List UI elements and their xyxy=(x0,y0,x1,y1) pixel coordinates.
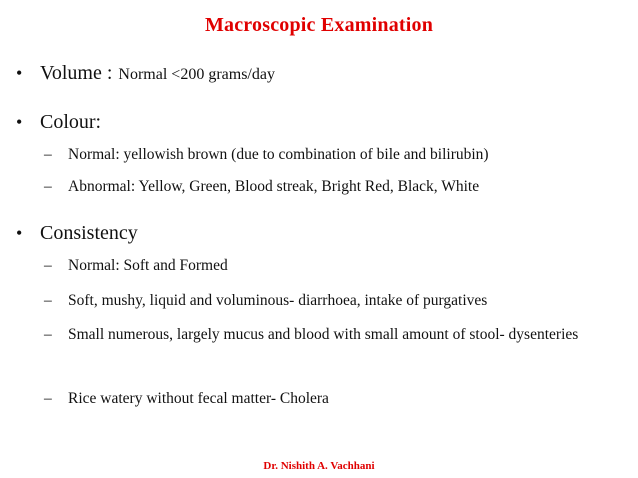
consistency-label: Consistency xyxy=(40,222,138,244)
consistency-item xyxy=(44,292,618,310)
colour-label: Colour: xyxy=(40,111,102,133)
bullet-marker: • xyxy=(16,112,23,132)
volume-label: Volume : xyxy=(40,62,113,84)
dash-marker: – xyxy=(44,390,52,407)
colour-item xyxy=(44,178,618,196)
colour-item-text: Abnormal: Yellow, Green, Blood streak, Bright Red, Black, White xyxy=(68,178,480,195)
consistency-item-text: Rice watery without fecal matter- Cholera xyxy=(68,390,329,407)
bullet-consistency xyxy=(16,222,138,245)
consistency-item-text: Normal: Soft and Formed xyxy=(68,257,228,274)
consistency-item xyxy=(44,390,618,408)
dash-marker: – xyxy=(44,326,52,343)
slide-title: Macroscopic Examination xyxy=(204,14,434,36)
dash-marker: – xyxy=(44,146,52,163)
dash-marker: – xyxy=(44,292,52,309)
footer-author: Dr. Nishith A. Vachhani xyxy=(263,460,375,472)
consistency-item xyxy=(44,320,618,350)
consistency-item-text: Soft, mushy, liquid and voluminous- diarrhoea, intake of purgatives xyxy=(68,292,488,309)
colour-item xyxy=(44,146,618,164)
dash-marker: – xyxy=(44,178,52,195)
consistency-item xyxy=(44,257,618,275)
bullet-marker: • xyxy=(16,223,23,243)
bullet-colour xyxy=(16,111,101,134)
bullet-volume xyxy=(16,62,275,85)
dash-marker: – xyxy=(44,257,52,274)
volume-value: Normal <200 grams/day xyxy=(118,66,275,83)
colour-item-text: Normal: yellowish brown (due to combination of bile and bilirubin) xyxy=(68,146,489,163)
bullet-marker: • xyxy=(16,63,23,83)
consistency-item-text: Small numerous, largely mucus and blood with small amount of stool- dysenteries xyxy=(68,326,579,343)
